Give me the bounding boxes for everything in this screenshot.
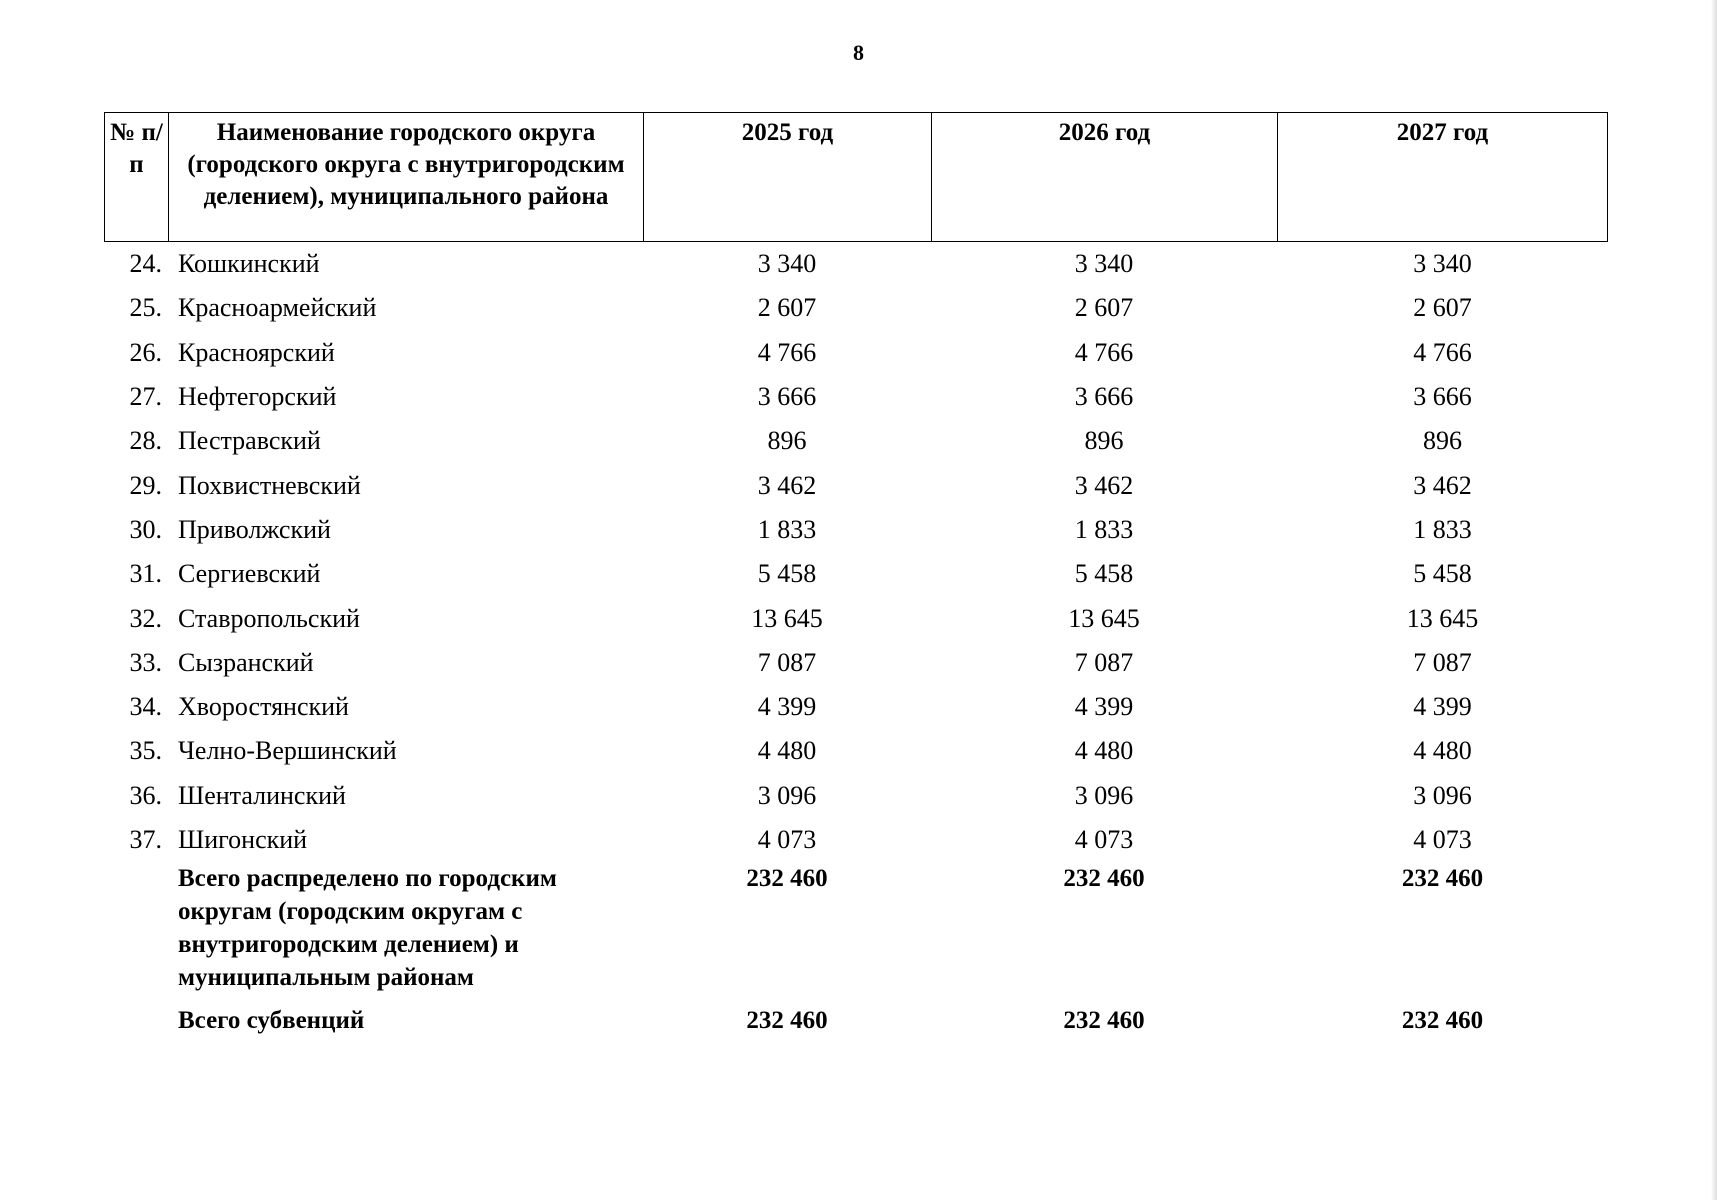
row-name: Красноярский (178, 337, 335, 367)
total-subventions-2026: 232 460 (1063, 1007, 1145, 1034)
row-name: Пестравский (178, 426, 321, 456)
table-row (104, 419, 1608, 463)
row-value-2025: 4 399 (757, 692, 817, 722)
row-value-2027: 3 096 (1413, 780, 1472, 810)
row-value-2025: 896 (767, 426, 807, 456)
row-number: 32. (129, 603, 162, 633)
table-row (104, 596, 1608, 640)
row-value-2027: 896 (1423, 426, 1462, 456)
row-value-2027: 7 087 (1413, 647, 1472, 677)
table-header (104, 112, 1608, 242)
table-row (104, 774, 1608, 818)
row-name: Красноармейский (178, 293, 377, 323)
row-value-2027: 2 607 (1413, 293, 1472, 323)
row-value-2026: 4 073 (1074, 825, 1134, 854)
row-value-2025: 1 833 (757, 514, 817, 544)
row-value-2025: 4 073 (757, 825, 817, 854)
row-number: 30. (129, 514, 162, 544)
row-number: 29. (129, 470, 162, 500)
row-value-2025: 4 766 (757, 337, 817, 367)
row-name: Сызранский (178, 647, 314, 677)
row-name: Нефтегорский (178, 382, 337, 412)
row-value-2025: 3 462 (757, 470, 817, 500)
row-value-2027: 1 833 (1413, 514, 1472, 544)
row-number: 36. (129, 780, 162, 810)
row-name: Хворостянский (178, 692, 349, 722)
row-value-2026: 3 096 (1074, 780, 1134, 810)
table-body (104, 242, 1608, 862)
header-2025: 2025 год (644, 113, 932, 241)
table-row (104, 242, 1608, 286)
table-row (104, 508, 1608, 552)
row-name: Челно-Вершинский (178, 736, 397, 766)
row-number: 27. (129, 382, 162, 412)
row-number: 24. (129, 249, 162, 279)
table-row (104, 641, 1608, 685)
row-value-2027: 4 766 (1413, 337, 1472, 367)
row-value-2027: 3 666 (1413, 382, 1472, 412)
row-value-2027: 3 340 (1413, 249, 1472, 279)
row-number: 34. (129, 692, 162, 722)
row-value-2026: 4 399 (1074, 692, 1134, 722)
row-number: 33. (129, 647, 162, 677)
row-value-2026: 896 (1084, 426, 1124, 456)
row-value-2025: 3 666 (757, 382, 817, 412)
row-value-2027: 5 458 (1413, 559, 1472, 589)
row-value-2027: 4 073 (1413, 825, 1472, 854)
table-row (104, 729, 1608, 773)
row-value-2026: 4 480 (1074, 736, 1134, 766)
total-distributed-2027: 232 460 (1401, 865, 1484, 892)
total-distributed-2025: 232 460 (746, 865, 828, 892)
table-row (104, 286, 1608, 330)
row-value-2026: 3 340 (1074, 249, 1134, 279)
row-number: 28. (129, 426, 162, 456)
header-2026: 2026 год (932, 113, 1278, 241)
row-name: Шенталинский (178, 780, 346, 810)
total-distributed-row (104, 862, 1608, 994)
row-value-2025: 3 096 (757, 780, 817, 810)
row-name: Приволжский (178, 514, 331, 544)
table-row (104, 552, 1608, 596)
header-name: Наименование городского округа (городского округа с внутригородским делением), муниципального района (169, 113, 644, 241)
row-value-2025: 5 458 (757, 559, 817, 589)
row-value-2026: 3 462 (1074, 470, 1134, 500)
total-distributed-2026: 232 460 (1063, 865, 1145, 892)
row-name: Кошкинский (178, 249, 320, 279)
row-name: Ставропольский (178, 603, 360, 633)
row-number: 37. (129, 825, 162, 854)
page-number: 8 (853, 40, 864, 65)
row-number: 26. (129, 337, 162, 367)
table-row (104, 685, 1608, 729)
total-subventions-label: Всего субвенций (178, 1007, 365, 1034)
total-subventions-2025: 232 460 (746, 1007, 828, 1034)
header-number: № п/п (105, 113, 169, 241)
row-name: Шигонский (178, 825, 308, 854)
table-row (104, 818, 1608, 862)
row-value-2027: 4 480 (1413, 736, 1472, 766)
row-value-2026: 13 645 (1068, 603, 1140, 633)
row-number: 35. (129, 736, 162, 766)
total-distributed-label: Всего распределено по городским округам (городским округам с внутригородским делением) и муниципальным районам (178, 865, 557, 991)
row-number: 31. (129, 559, 162, 589)
row-value-2026: 7 087 (1074, 647, 1134, 677)
scan-edge (1711, 0, 1717, 1200)
total-subventions-2027: 232 460 (1401, 1007, 1484, 1034)
table-row (104, 463, 1608, 507)
row-value-2027: 13 645 (1406, 603, 1479, 633)
row-number: 25. (129, 293, 162, 323)
row-value-2027: 4 399 (1413, 692, 1472, 722)
row-value-2025: 7 087 (757, 647, 817, 677)
row-value-2026: 3 666 (1074, 382, 1134, 412)
row-value-2025: 13 645 (751, 603, 823, 633)
row-value-2026: 4 766 (1074, 337, 1134, 367)
row-value-2026: 2 607 (1074, 293, 1134, 323)
row-value-2025: 4 480 (757, 736, 817, 766)
header-2027: 2027 год (1396, 119, 1489, 146)
table-row (104, 375, 1608, 419)
total-subventions-row (104, 1004, 1608, 1037)
table-row (104, 331, 1608, 375)
row-value-2025: 2 607 (757, 293, 817, 323)
row-value-2026: 1 833 (1074, 514, 1134, 544)
row-value-2026: 5 458 (1074, 559, 1134, 589)
row-value-2027: 3 462 (1413, 470, 1472, 500)
row-value-2025: 3 340 (757, 249, 817, 279)
row-name: Похвистневский (178, 470, 361, 500)
row-name: Сергиевский (178, 559, 321, 589)
